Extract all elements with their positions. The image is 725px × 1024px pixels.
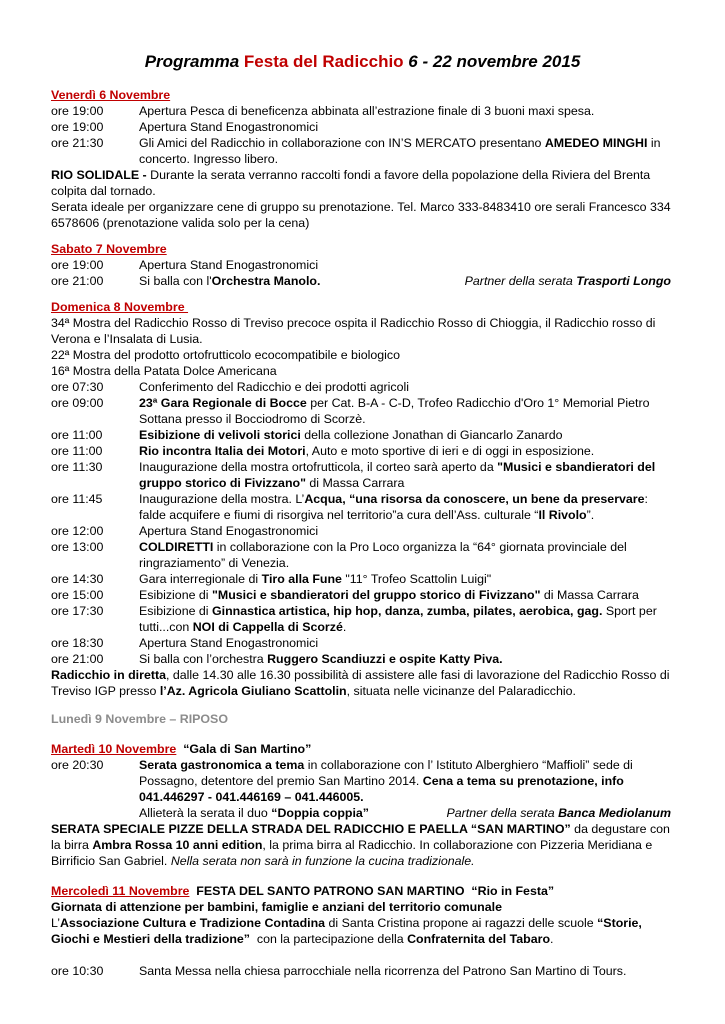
group-dinner-note: Serata ideale per organizzare cene di gruppo su prenotazione. Tel. Marco 333-8483410 ore serali Francesco 334 6578606 (prenotazione valida solo per la cena)	[51, 200, 671, 230]
schedule-row	[51, 103, 671, 119]
time: ore 21:30	[51, 136, 104, 150]
schedule-row	[51, 651, 671, 667]
schedule-row	[51, 379, 671, 395]
day-header-sabato: Sabato 7 Novembre	[51, 242, 167, 256]
schedule-row	[51, 273, 671, 289]
title-festival-name: Festa del Radicchio	[243, 52, 404, 71]
time: ore 11:00	[51, 428, 103, 442]
event: Santa Messa nella chiesa parrocchiale nella ricorrenza del Patrono San Martino di Tours.	[139, 964, 627, 978]
mostra-line: 34ª Mostra del Radicchio Rosso di Treviso precoce ospita il Radicchio Rosso di Chioggia, il Radicchio rosso di Verona e l’Insalata di Lusia.	[51, 316, 656, 346]
schedule-row	[51, 443, 671, 459]
time: ore 11:30	[51, 460, 103, 474]
mostra-line: 22ª Mostra del prodotto ortofrutticolo ecocompatibile e biologico	[51, 348, 400, 362]
event: Inaugurazione della mostra. L’Acqua, “una risorsa da conoscere, un bene da preservare: falde acquifere e fiumi di risorgiva nel territorio”a cura dell’Ass. culturale “Il Rivolo”.	[139, 492, 648, 522]
time: ore 12:00	[51, 524, 104, 538]
event: Esibizione di velivoli storici della collezione Jonathan di Giancarlo Zanardo	[139, 428, 563, 442]
time: ore 14:30	[51, 572, 104, 586]
event: COLDIRETTI in collaborazione con la Pro Loco organizza la “64° giornata provinciale del ringraziamento” di Venezia.	[139, 540, 627, 570]
title-dates: 6 - 22 novembre 2015	[403, 52, 581, 71]
event: Gara interregionale di Tiro alla Fune "11° Trofeo Scattolin Luigi"	[139, 572, 492, 586]
title-prefix: Programma	[144, 52, 244, 71]
event: Apertura Stand Enogastronomici	[139, 258, 319, 272]
schedule-row	[51, 635, 671, 651]
time: ore 13:00	[51, 540, 104, 554]
event: Rio incontra Italia dei Motori, Auto e moto sportive di ieri e di oggi in esposizione.	[139, 444, 595, 458]
schedule-row	[51, 571, 671, 587]
event: 23ª Gara Regionale di Bocce per Cat. B-A - C-D, Trofeo Radicchio d'Oro 1° Memorial Pietro Sottana presso il Bocciodromo di Scorzè.	[139, 396, 650, 426]
schedule-row	[51, 459, 671, 491]
event: Gli Amici del Radicchio in collaborazione con IN’S MERCATO presentano AMEDEO MINGHI in concerto. Ingresso libero.	[139, 136, 661, 166]
special-evening-note: SERATA SPECIALE PIZZE DELLA STRADA DEL RADICCHIO E PAELLA “SAN MARTINO” da degustare con la birra Ambra Rossa 10 anni edition, la prima birra al Radicchio. In collaborazione con Pizzeria Meridiana e Birrificio San Gabriel. Nella serata non sarà in funzione la cucina tradizionale.	[51, 822, 670, 868]
event: Apertura Pesca di beneficenza abbinata all’estrazione finale di 3 buoni maxi spesa.	[139, 104, 595, 118]
event: Allieterà la serata il duo “Doppia coppia” Partner della serata Banca Mediolanum	[139, 806, 671, 820]
time: ore 21:00	[51, 652, 104, 666]
day-subtitle: Giornata di attenzione per bambini, famiglie e anziani del territorio comunale	[51, 900, 502, 914]
schedule-row	[51, 395, 671, 427]
time: ore 07:30	[51, 380, 104, 394]
time: ore 19:00	[51, 120, 104, 134]
page-title	[0, 52, 725, 72]
day-header-venerdi: Venerdì 6 Novembre	[51, 88, 171, 102]
time: ore 11:00	[51, 444, 103, 458]
schedule-row	[51, 491, 671, 523]
schedule-row	[51, 539, 671, 571]
event: Apertura Stand Enogastronomici	[139, 636, 319, 650]
time: ore 21:00	[51, 274, 104, 288]
schedule-row	[51, 587, 671, 603]
rio-solidale-note: RIO SOLIDALE - Durante la serata verranno raccolti fondi a favore della popolazione della Riviera del Brenta colpita dal tornado.	[51, 168, 651, 198]
event: Esibizione di "Musici e sbandieratori del gruppo storico di Fivizzano" di Massa Carrara	[139, 588, 639, 602]
partner-note: Partner della serata Banca Mediolanum	[446, 806, 671, 820]
schedule-row	[51, 119, 671, 135]
day-header-lunedi: Lunedì 9 Novembre – RIPOSO	[51, 712, 228, 726]
day-header-domenica: Domenica 8 Novembre	[51, 300, 189, 314]
event: Conferimento del Radicchio e dei prodotti agricoli	[139, 380, 409, 394]
mostra-line: 16ª Mostra della Patata Dolce Americana	[51, 364, 277, 378]
event: Inaugurazione della mostra ortofrutticola, il corteo sarà aperto da "Musici e sbandieratori del gruppo storico di Fivizzano" di Massa Carrara	[139, 460, 656, 490]
time: ore 20:30	[51, 758, 104, 772]
schedule-row	[51, 963, 671, 979]
time: ore 09:00	[51, 396, 104, 410]
day-header-martedi: Martedì 10 Novembre “Gala di San Martino”	[51, 742, 312, 756]
time: ore 10:30	[51, 964, 104, 978]
schedule-row	[51, 757, 671, 805]
association-note: L’Associazione Cultura e Tradizione Contadina di Santa Cristina propone ai ragazzi delle scuole “Storie, Giochi e Mestieri della tradizione” con la partecipazione della Confraternita del Tabaro.	[51, 916, 642, 946]
event: Apertura Stand Enogastronomici	[139, 120, 319, 134]
program-document	[51, 87, 671, 979]
time: ore 15:00	[51, 588, 104, 602]
time: ore 17:30	[51, 604, 104, 618]
radicchio-in-diretta-note: Radicchio in diretta, dalle 14.30 alle 16.30 possibilità di assistere alle fasi di lavorazione del Radicchio Rosso di Treviso IGP presso l’Az. Agricola Giuliano Scattolin, situata nelle vicinanze del Palaradicchio.	[51, 668, 670, 698]
time: ore 19:00	[51, 104, 104, 118]
schedule-row	[51, 523, 671, 539]
day-header-mercoledi: Mercoledì 11 Novembre FESTA DEL SANTO PATRONO SAN MARTINO “Rio in Festa”	[51, 884, 555, 898]
time: ore 19:00	[51, 258, 104, 272]
schedule-row	[51, 805, 671, 821]
partner-note: Partner della serata Trasporti Longo	[464, 274, 671, 288]
schedule-row	[51, 427, 671, 443]
event: Si balla con l'Orchestra Manolo. Partner della serata Trasporti Longo	[139, 274, 671, 288]
event: Serata gastronomica a tema in collaborazione con l’ Istituto Alberghiero “Maffioli” sede di Possagno, detentore del premio San Martino 2014. Cena a tema su prenotazione, info 041.446297 - 041.446169 – 041.446005.	[139, 758, 633, 804]
event: Si balla con l’orchestra Ruggero Scandiuzzi e ospite Katty Piva.	[139, 652, 503, 666]
event: Esibizione di Ginnastica artistica, hip hop, danza, zumba, pilates, aerobica, gag. Sport per tutti...con NOI di Cappella di Scorzé.	[139, 604, 657, 634]
time: ore 11:45	[51, 492, 103, 506]
schedule-row	[51, 135, 671, 167]
schedule-row	[51, 603, 671, 635]
schedule-row	[51, 257, 671, 273]
event: Apertura Stand Enogastronomici	[139, 524, 319, 538]
time: ore 18:30	[51, 636, 104, 650]
